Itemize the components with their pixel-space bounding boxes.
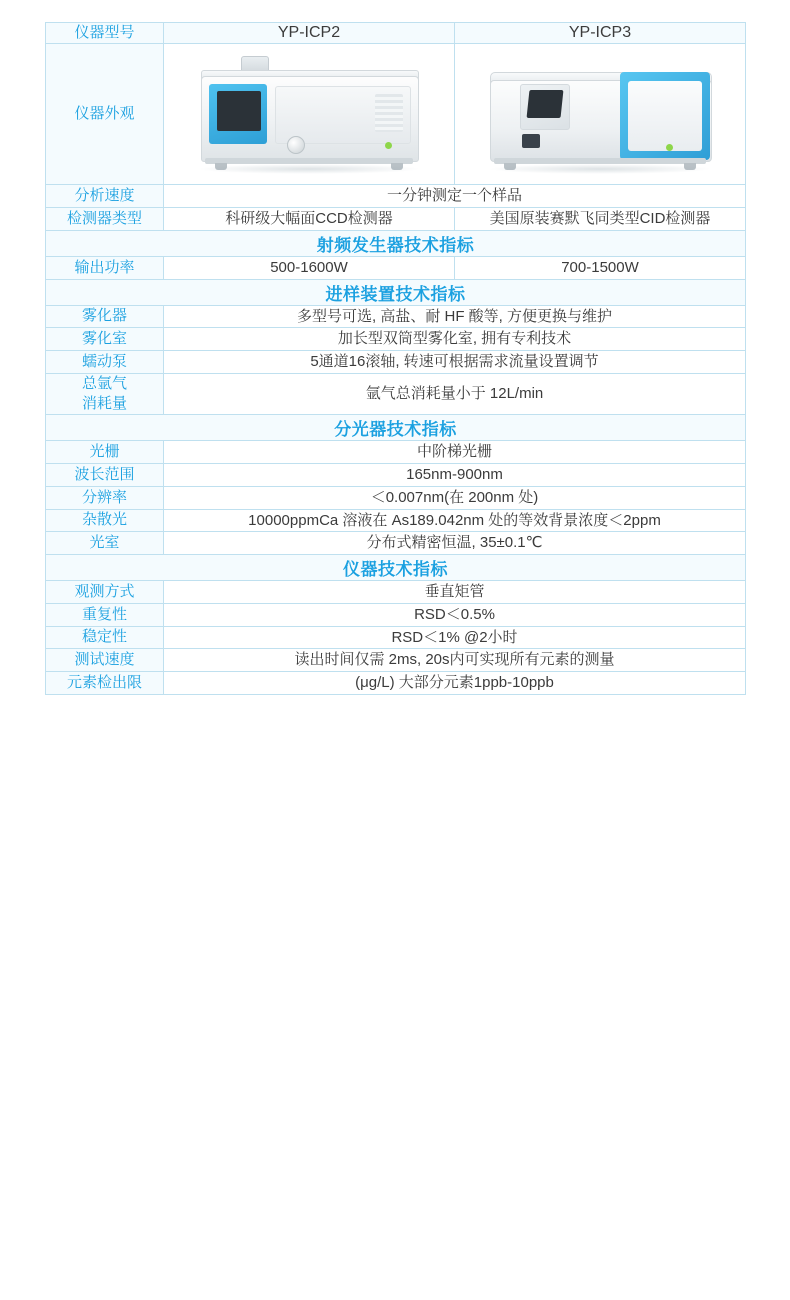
row-label: 检测器类型 — [46, 208, 164, 231]
row-label: 分辨率 — [46, 486, 164, 509]
table-section-row — [46, 279, 746, 305]
table-section-row — [46, 555, 746, 581]
section-title: 进样装置技术指标 — [46, 279, 746, 305]
table-row — [46, 351, 746, 374]
row-label-line1: 总氩气 — [81, 374, 127, 392]
table-row — [46, 649, 746, 672]
specification-table — [45, 22, 746, 695]
table-row — [46, 441, 746, 464]
table-row — [46, 185, 746, 208]
icp3-right-panel — [628, 81, 702, 151]
instrument-icp3-photo — [455, 44, 746, 185]
table-row — [46, 509, 746, 532]
row-label: 光室 — [46, 532, 164, 555]
instrument-icp3-illustration — [470, 50, 730, 178]
section-title: 分光器技术指标 — [46, 415, 746, 441]
row-value: 氩气总消耗量小于 12L/min — [164, 373, 746, 415]
instrument-icp2-photo — [164, 44, 455, 185]
row-label: 重复性 — [46, 603, 164, 626]
row-label: 雾化室 — [46, 328, 164, 351]
table-section-row — [46, 415, 746, 441]
row-label-model: 仪器型号 — [46, 23, 164, 44]
row-label: 杂散光 — [46, 509, 164, 532]
row-value: 分布式精密恒温, 35±0.1℃ — [164, 532, 746, 555]
row-label: 蠕动泵 — [46, 351, 164, 374]
row-value-a: 科研级大幅面CCD检测器 — [164, 208, 455, 231]
row-value: ＜0.007nm(在 200nm 处) — [164, 486, 746, 509]
table-row — [46, 208, 746, 231]
table-section-row — [46, 230, 746, 256]
table-row — [46, 532, 746, 555]
row-value: 165nm-900nm — [164, 464, 746, 487]
row-label-appearance: 仪器外观 — [46, 44, 164, 185]
row-value: RSD＜1% @2小时 — [164, 626, 746, 649]
table-row — [46, 373, 746, 415]
row-label: 波长范围 — [46, 464, 164, 487]
row-value: (μg/L) 大部分元素1ppb-10ppb — [164, 672, 746, 695]
row-label-line2: 消耗量 — [81, 395, 127, 412]
icp3-port — [522, 134, 540, 148]
row-value: RSD＜0.5% — [164, 603, 746, 626]
table-row — [46, 626, 746, 649]
row-label: 输出功率 — [46, 256, 164, 279]
row-value: 5通道16滚轴, 转速可根据需求流量设置调节 — [164, 351, 746, 374]
table-row — [46, 603, 746, 626]
table-row — [46, 581, 746, 604]
row-value-a: 500-1600W — [164, 256, 455, 279]
table-row — [46, 328, 746, 351]
row-label: 雾化器 — [46, 305, 164, 328]
table-row-model — [46, 23, 746, 44]
section-title: 射频发生器技术指标 — [46, 230, 746, 256]
row-value: 加长型双筒型雾化室, 拥有专利技术 — [164, 328, 746, 351]
table-row — [46, 305, 746, 328]
icp2-screen — [217, 91, 261, 131]
table-row-appearance — [46, 44, 746, 185]
row-value: 垂直矩管 — [164, 581, 746, 604]
table-row — [46, 672, 746, 695]
section-title: 仪器技术指标 — [46, 555, 746, 581]
row-value: 读出时间仅需 2ms, 20s内可实现所有元素的测量 — [164, 649, 746, 672]
icp3-shadow — [488, 164, 712, 174]
row-label: 光栅 — [46, 441, 164, 464]
table-body — [46, 23, 746, 695]
table-row — [46, 464, 746, 487]
icp2-vent — [375, 94, 403, 132]
model-a-name: YP-ICP2 — [164, 23, 455, 44]
row-value-b: 700-1500W — [455, 256, 746, 279]
row-label: 分析速度 — [46, 185, 164, 208]
icp2-shadow — [197, 164, 421, 174]
table-row — [46, 486, 746, 509]
row-value: 多型号可选, 高盐、耐 HF 酸等, 方便更换与维护 — [164, 305, 746, 328]
row-label — [46, 373, 164, 415]
icp3-screen — [527, 90, 564, 118]
row-label: 元素检出限 — [46, 672, 164, 695]
table-row — [46, 256, 746, 279]
instrument-icp2-illustration — [179, 50, 439, 178]
row-label: 稳定性 — [46, 626, 164, 649]
row-value: 中阶梯光栅 — [164, 441, 746, 464]
model-b-name: YP-ICP3 — [455, 23, 746, 44]
row-value-b: 美国原装赛默飞同类型CID检测器 — [455, 208, 746, 231]
row-value: 一分钟测定一个样品 — [164, 185, 746, 208]
row-value: 10000ppmCa 溶液在 As189.042nm 处的等效背景浓度＜2ppm — [164, 509, 746, 532]
row-label: 测试速度 — [46, 649, 164, 672]
row-label: 观测方式 — [46, 581, 164, 604]
